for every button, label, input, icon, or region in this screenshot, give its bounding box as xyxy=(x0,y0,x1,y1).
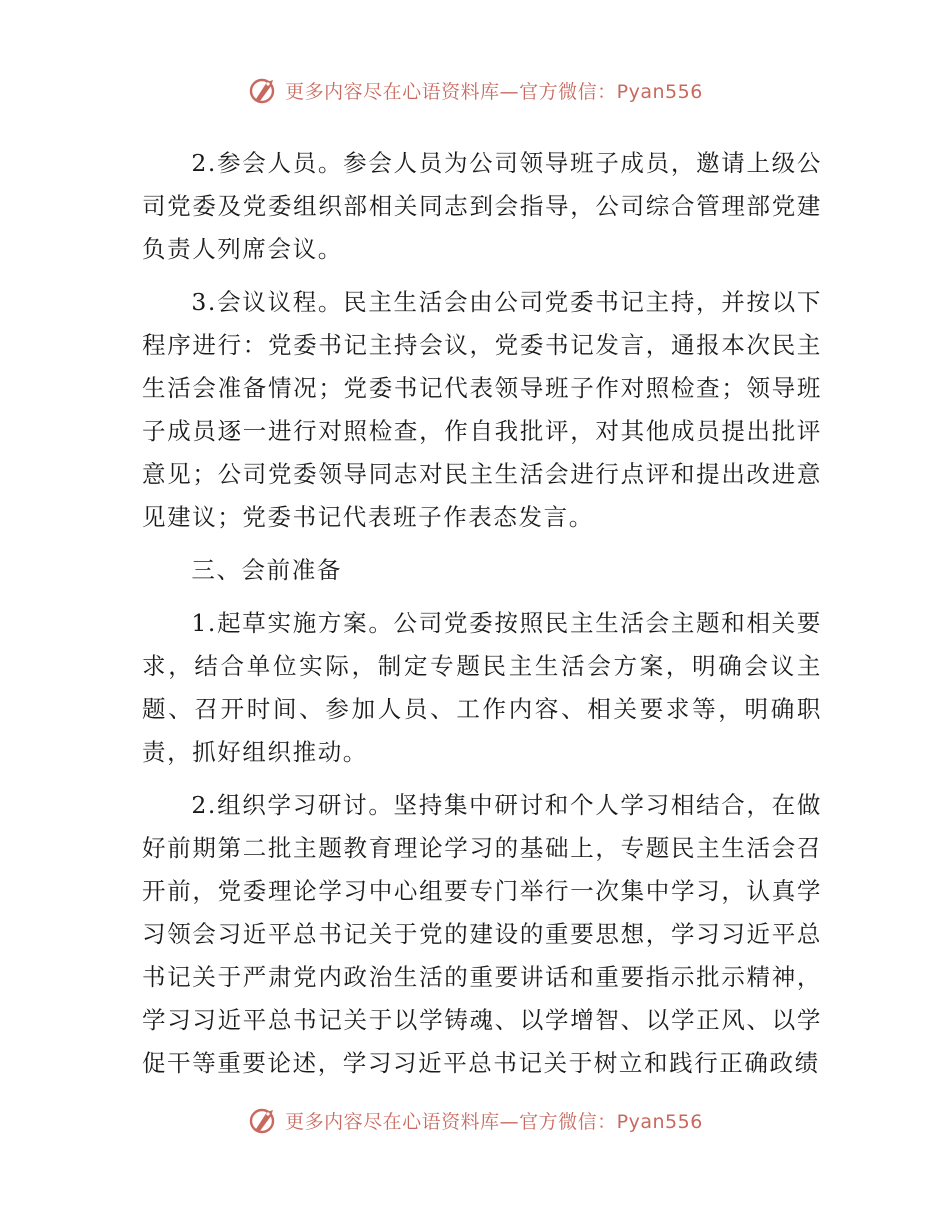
paragraph-study: 2.组织学习研讨。坚持集中研讨和个人学习相结合，在做好前期第二批主题教育理论学习的基础上，专题民主生活会召开前，党委理论学习中心组要专门举行一次集中学习，认真学习领会习近平总书记关于党的建设的重要思想，学习习近平总书记关于严肃党内政治生活的重要讲话和重要指示批示精神，学习习近平总书记关于以学铸魂、以学增智、以学正风、以学促干等重要论述，学习习近平总书记关于树立和践行正确政绩 xyxy=(142,791,822,1077)
pen-nib-logo-icon xyxy=(247,1104,279,1136)
paragraph-draft-plan: 1.起草实施方案。公司党委按照民主生活会主题和相关要求，结合单位实际，制定专题民主生活会方案，明确会议主题、召开时间、参加人员、工作内容、相关要求等，明确职责，抓好组织推动。 xyxy=(142,609,822,766)
paragraph-agenda: 3.会议议程。民主生活会由公司党委书记主持，并按以下程序进行：党委书记主持会议，党委书记发言，通报本次民主生活会准备情况；党委书记代表领导班子作对照检查；领导班子成员逐一进行对照检查，作自我批评，对其他成员提出批评意见；公司党委领导同志对民主生活会进行点评和提出改进意见建议；党委书记代表班子作表态发言。 xyxy=(142,288,822,531)
watermark-banner-top xyxy=(0,70,950,110)
paragraph-attendees: 2.参会人员。参会人员为公司领导班子成员，邀请上级公司党委及党委组织部相关同志到会指导，公司综合管理部党建负责人列席会议。 xyxy=(142,149,822,263)
watermark-text: 更多内容尽在心语资料库—官方微信：Pyan556 xyxy=(285,1110,703,1133)
watermark-banner-bottom xyxy=(0,1100,950,1140)
section-heading: 三、会前准备 xyxy=(191,556,342,584)
watermark-text: 更多内容尽在心语资料库—官方微信：Pyan556 xyxy=(285,80,703,103)
document-body xyxy=(142,142,822,1085)
pen-nib-logo-icon xyxy=(247,74,279,106)
